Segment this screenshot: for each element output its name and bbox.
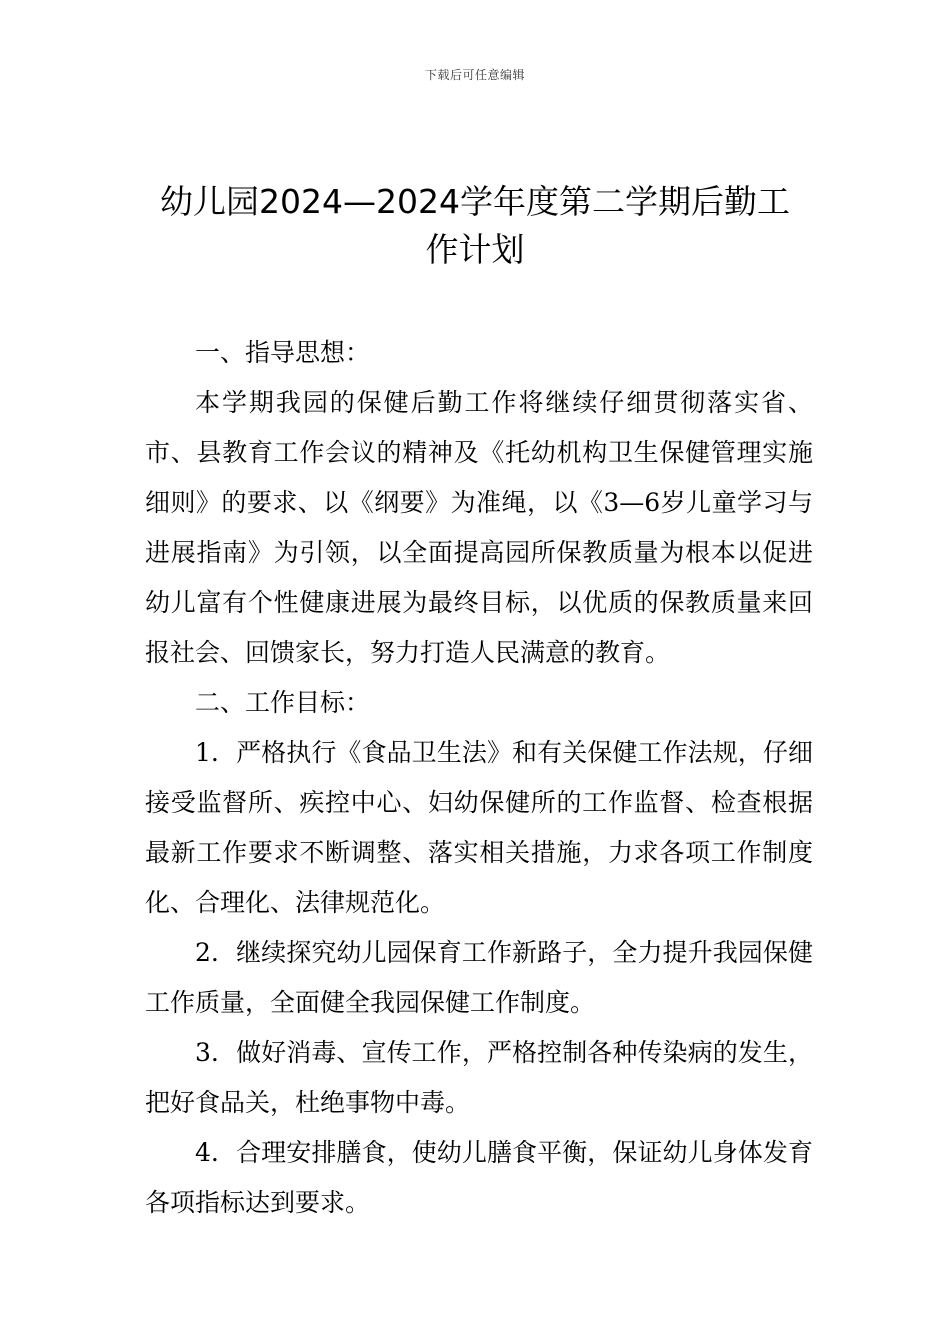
paragraph-guiding-ideology: 本学期我园的保健后勤工作将继续仔细贯彻落实省、市、县教育工作会议的精神及《托幼机构卫生保健管理实施细则》的要求、以《纲要》为准绳，以《3—6岁儿童学习与进展指南》为引领，以全面提高园所保教质量为根本以促进幼儿富有个性健康进展为最终目标，以优质的保教质量来回报社会、回馈家长，努力打造人民满意的教育。 [145,388,813,667]
header-note: 下载后可任意编辑 [424,68,525,82]
goal-item-1: 1．严格执行《食品卫生法》和有关保健工作法规，仔细接受监督所、疾控中心、妇幼保健所的工作监督、检查根据最新工作要求不断调整、落实相关措施，力求各项工作制度化、合理化、法律规范化。 [145,738,813,917]
goal-item-2: 2．继续探究幼儿园保育工作新路子，全力提升我园保健工作质量，全面健全我园保健工作制度。 [145,938,813,1017]
document-title: 幼儿园2024—2024学年度第二学期后勤工作计划 [160,182,790,269]
goal-item-4: 4．合理安排膳食，使幼儿膳食平衡，保证幼儿身体发育各项指标达到要求。 [145,1138,813,1217]
goal-item-3: 3．做好消毒、宣传工作，严格控制各种传染病的发生，把好食品关，杜绝事物中毒。 [145,1038,813,1117]
section-heading-guiding-ideology: 一、指导思想： [195,338,371,367]
section-heading-work-goals: 二、工作目标： [195,688,371,717]
document-body [145,328,813,1228]
